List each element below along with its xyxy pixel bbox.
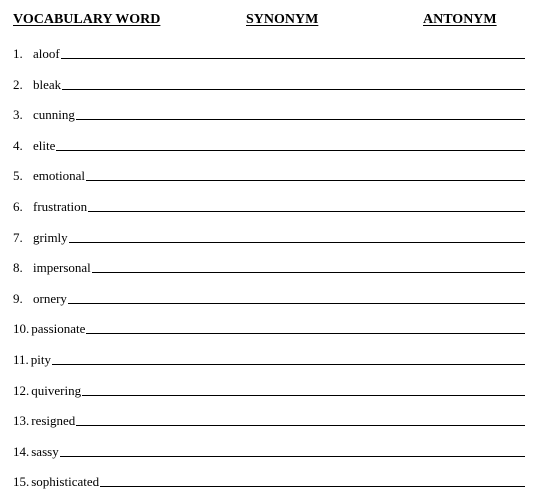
vocab-word: aloof [33,46,60,61]
vocab-word: quivering [31,382,82,398]
vocab-word: elite [33,137,56,153]
answer-line[interactable] [61,58,525,59]
vocab-row [13,317,525,337]
vocab-row [13,42,525,62]
answer-line[interactable] [62,89,525,90]
answer-line[interactable] [60,456,525,457]
item-number: 15. [13,474,30,490]
vocab-row [13,256,525,276]
item-number: 3. [13,107,23,123]
answer-line[interactable] [56,150,525,151]
vocab-row [13,348,525,368]
answer-line[interactable] [100,486,525,487]
header-antonym: ANTONYM [423,12,497,27]
item-number: 5. [13,168,23,184]
vocab-word: sassy [31,443,59,459]
vocab-row [13,470,525,490]
vocab-row [13,195,525,215]
vocab-word: emotional [33,168,85,184]
vocab-word: passionate [31,321,86,337]
vocab-word: cunning [33,107,75,123]
answer-line[interactable] [68,303,525,304]
answer-line[interactable] [88,211,525,212]
answer-line[interactable] [69,242,525,243]
item-number: 11. [13,352,29,367]
vocab-row [13,226,525,246]
vocab-row [13,164,525,184]
item-number: 10. [13,321,30,337]
vocab-row [13,73,525,93]
answer-line[interactable] [82,395,525,396]
item-number: 9. [13,290,23,306]
answer-line[interactable] [76,119,525,120]
vocab-word: frustration [33,199,88,214]
vocab-word: grimly [33,229,68,245]
vocab-row [13,440,525,460]
item-number: 8. [13,260,23,276]
header-vocabulary-word: VOCABULARY WORD [13,12,161,27]
vocab-word: pity [30,352,52,367]
vocab-word: impersonal [33,260,91,276]
column-headers [0,12,549,32]
item-number: 12. [13,382,30,398]
vocab-row [13,379,525,399]
answer-line[interactable] [76,425,525,426]
vocab-row [13,409,525,429]
vocab-word: ornery [33,290,67,306]
item-number: 1. [13,46,23,61]
item-number: 6. [13,199,23,214]
vocab-row [13,103,525,123]
item-number: 2. [13,76,23,92]
answer-line[interactable] [92,272,525,273]
vocab-word: bleak [33,76,62,92]
item-number: 14. [13,443,30,459]
answer-line[interactable] [86,180,525,181]
item-number: 13. [13,413,30,429]
vocab-row [13,134,525,154]
item-number: 4. [13,137,23,153]
vocab-word: sophisticated [31,474,100,490]
vocab-word: resigned [31,413,76,429]
answer-line[interactable] [52,364,525,365]
vocab-row [13,287,525,307]
item-number: 7. [13,229,23,245]
answer-line[interactable] [86,333,525,334]
header-synonym: SYNONYM [246,12,319,27]
